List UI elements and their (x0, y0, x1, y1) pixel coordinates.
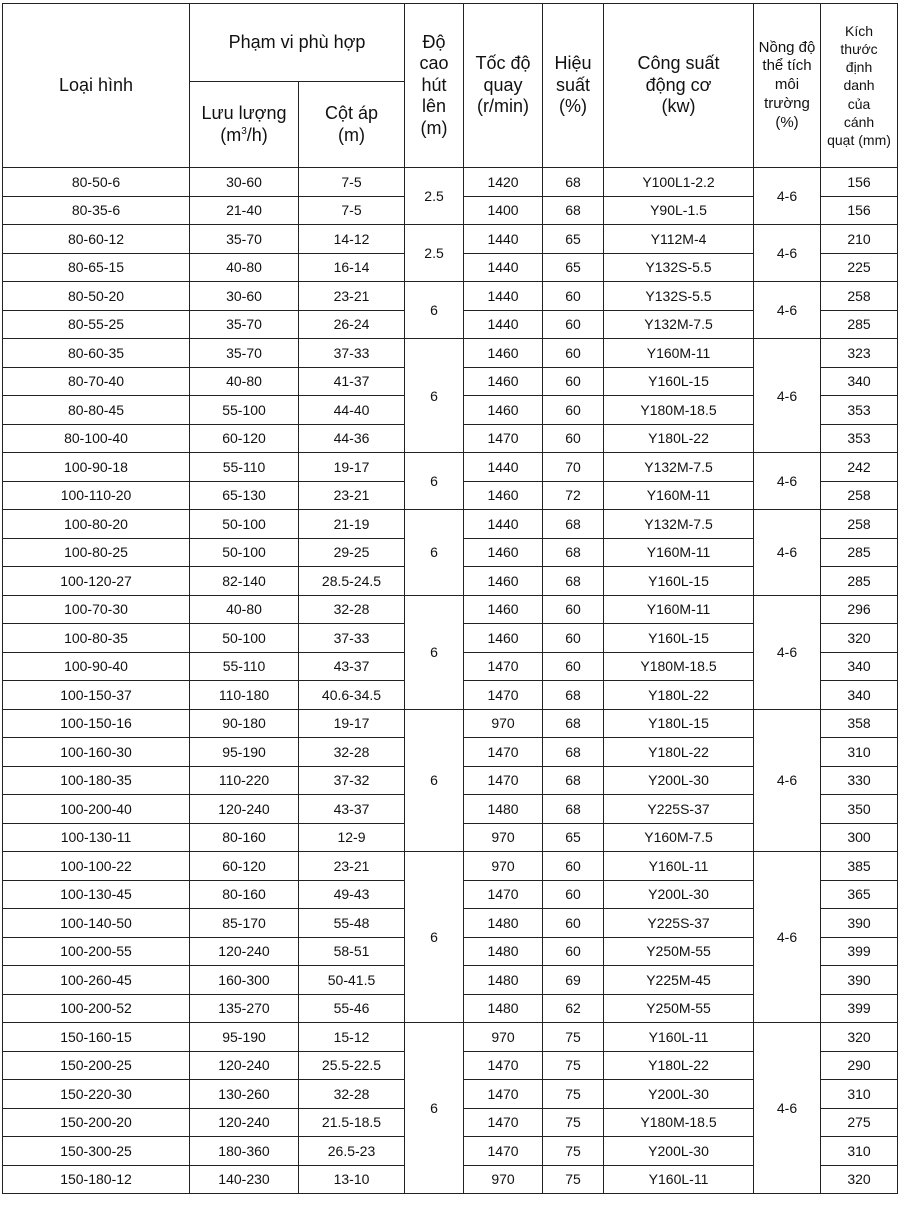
cell-impeller: 225 (821, 253, 898, 282)
cell-speed: 1460 (464, 396, 543, 425)
cell-concentration: 4-6 (754, 168, 821, 225)
cell-efficiency: 75 (543, 1165, 604, 1194)
cell-head: 37-32 (299, 766, 405, 795)
cell-head: 43-37 (299, 795, 405, 824)
table-body (3, 168, 898, 1194)
cell-head: 44-40 (299, 396, 405, 425)
cell-efficiency: 75 (543, 1108, 604, 1137)
cell-head: 7-5 (299, 196, 405, 225)
cell-flow: 50-100 (190, 624, 299, 653)
cell-efficiency: 65 (543, 253, 604, 282)
cell-suction: 6 (405, 595, 464, 709)
cell-efficiency: 60 (543, 852, 604, 881)
cell-head: 55-48 (299, 909, 405, 938)
cell-motor: Y132S-5.5 (604, 282, 754, 311)
cell-efficiency: 62 (543, 994, 604, 1023)
cell-efficiency: 65 (543, 225, 604, 254)
cell-flow: 50-100 (190, 510, 299, 539)
cell-impeller: 399 (821, 994, 898, 1023)
cell-suction: 6 (405, 339, 464, 453)
cell-speed: 1440 (464, 310, 543, 339)
cell-model: 150-160-15 (3, 1023, 190, 1052)
cell-impeller: 296 (821, 595, 898, 624)
cell-head: 19-17 (299, 709, 405, 738)
cell-efficiency: 68 (543, 795, 604, 824)
cell-efficiency: 72 (543, 481, 604, 510)
cell-speed: 1470 (464, 1137, 543, 1166)
cell-speed: 1470 (464, 1080, 543, 1109)
cell-motor: Y160M-11 (604, 339, 754, 368)
table-row (3, 339, 898, 368)
cell-efficiency: 75 (543, 1137, 604, 1166)
cell-flow: 82-140 (190, 567, 299, 596)
cell-flow: 35-70 (190, 310, 299, 339)
cell-impeller: 285 (821, 567, 898, 596)
cell-model: 100-130-11 (3, 823, 190, 852)
cell-concentration: 4-6 (754, 595, 821, 709)
table-row (3, 168, 898, 197)
cell-flow: 35-70 (190, 225, 299, 254)
cell-efficiency: 75 (543, 1080, 604, 1109)
cell-model: 150-180-12 (3, 1165, 190, 1194)
cell-head: 40.6-34.5 (299, 681, 405, 710)
cell-speed: 1470 (464, 424, 543, 453)
cell-flow: 55-110 (190, 652, 299, 681)
cell-suction: 6 (405, 453, 464, 510)
cell-head: 23-21 (299, 282, 405, 311)
cell-flow: 95-190 (190, 1023, 299, 1052)
cell-efficiency: 68 (543, 567, 604, 596)
cell-head: 23-21 (299, 481, 405, 510)
cell-impeller: 365 (821, 880, 898, 909)
cell-flow: 40-80 (190, 595, 299, 624)
cell-efficiency: 68 (543, 510, 604, 539)
cell-speed: 1460 (464, 367, 543, 396)
cell-head: 7-5 (299, 168, 405, 197)
cell-speed: 1400 (464, 196, 543, 225)
cell-efficiency: 60 (543, 909, 604, 938)
cell-impeller: 390 (821, 966, 898, 995)
cell-speed: 970 (464, 1023, 543, 1052)
cell-concentration: 4-6 (754, 339, 821, 453)
header-luu-luong: Lưu lượng $(m^3/h)$ (190, 82, 299, 168)
cell-speed: 1470 (464, 738, 543, 767)
cell-head: 43-37 (299, 652, 405, 681)
cell-efficiency: 68 (543, 738, 604, 767)
cell-impeller: 399 (821, 937, 898, 966)
cell-impeller: 275 (821, 1108, 898, 1137)
cell-motor: Y132S-5.5 (604, 253, 754, 282)
header-hieu-suat: Hiệu suất (%) (543, 4, 604, 168)
cell-flow: 40-80 (190, 367, 299, 396)
cell-impeller: 258 (821, 282, 898, 311)
cell-motor: Y160L-15 (604, 567, 754, 596)
cell-model: 100-200-52 (3, 994, 190, 1023)
cell-model: 100-200-40 (3, 795, 190, 824)
cell-impeller: 323 (821, 339, 898, 368)
cell-speed: 1440 (464, 510, 543, 539)
cell-impeller: 340 (821, 681, 898, 710)
cell-efficiency: 68 (543, 681, 604, 710)
header-toc-do: Tốc độ quay (r/min) (464, 4, 543, 168)
cell-speed: 1470 (464, 766, 543, 795)
cell-model: 100-140-50 (3, 909, 190, 938)
cell-model: 100-90-18 (3, 453, 190, 482)
cell-model: 100-90-40 (3, 652, 190, 681)
cell-motor: Y160L-15 (604, 367, 754, 396)
cell-speed: 1460 (464, 339, 543, 368)
cell-motor: Y160L-11 (604, 1023, 754, 1052)
cell-flow: 95-190 (190, 738, 299, 767)
cell-flow: 55-100 (190, 396, 299, 425)
cell-motor: Y100L1-2.2 (604, 168, 754, 197)
cell-efficiency: 68 (543, 196, 604, 225)
cell-impeller: 210 (821, 225, 898, 254)
cell-motor: Y160L-11 (604, 852, 754, 881)
cell-head: 50-41.5 (299, 966, 405, 995)
cell-suction: 2.5 (405, 225, 464, 282)
cell-head: 44-36 (299, 424, 405, 453)
cell-motor: Y180M-18.5 (604, 652, 754, 681)
cell-speed: 1460 (464, 595, 543, 624)
cell-impeller: 285 (821, 538, 898, 567)
cell-model: 100-80-35 (3, 624, 190, 653)
cell-motor: Y200L-30 (604, 1137, 754, 1166)
cell-motor: Y180L-22 (604, 681, 754, 710)
cell-efficiency: 75 (543, 1051, 604, 1080)
cell-flow: 130-260 (190, 1080, 299, 1109)
cell-model: 100-80-25 (3, 538, 190, 567)
cell-efficiency: 68 (543, 168, 604, 197)
cell-efficiency: 60 (543, 424, 604, 453)
cell-suction: 6 (405, 709, 464, 852)
cell-model: 150-300-25 (3, 1137, 190, 1166)
cell-motor: Y132M-7.5 (604, 453, 754, 482)
cell-motor: Y160M-7.5 (604, 823, 754, 852)
cell-efficiency: 60 (543, 652, 604, 681)
cell-speed: 1420 (464, 168, 543, 197)
cell-model: 100-260-45 (3, 966, 190, 995)
cell-impeller: 310 (821, 1080, 898, 1109)
cell-efficiency: 60 (543, 396, 604, 425)
cell-model: 100-130-45 (3, 880, 190, 909)
cell-head: 37-33 (299, 339, 405, 368)
cell-speed: 1480 (464, 994, 543, 1023)
cell-impeller: 320 (821, 1165, 898, 1194)
cell-model: 80-35-6 (3, 196, 190, 225)
cell-model: 80-55-25 (3, 310, 190, 339)
cell-motor: Y200L-30 (604, 766, 754, 795)
cell-head: 21.5-18.5 (299, 1108, 405, 1137)
cell-head: 19-17 (299, 453, 405, 482)
cell-model: 100-200-55 (3, 937, 190, 966)
cell-impeller: 310 (821, 1137, 898, 1166)
cell-model: 100-70-30 (3, 595, 190, 624)
cell-model: 100-80-20 (3, 510, 190, 539)
cell-flow: 60-120 (190, 424, 299, 453)
cell-model: 80-80-45 (3, 396, 190, 425)
cell-speed: 1460 (464, 624, 543, 653)
header-cot-ap: Cột áp (m) (299, 82, 405, 168)
cell-impeller: 350 (821, 795, 898, 824)
cell-concentration: 4-6 (754, 453, 821, 510)
cell-flow: 60-120 (190, 852, 299, 881)
cell-motor: Y90L-1.5 (604, 196, 754, 225)
cell-model: 80-50-6 (3, 168, 190, 197)
cell-head: 58-51 (299, 937, 405, 966)
cell-flow: 65-130 (190, 481, 299, 510)
cell-speed: 970 (464, 1165, 543, 1194)
cell-flow: 120-240 (190, 1051, 299, 1080)
header-pham-vi: Phạm vi phù hợp (190, 4, 405, 82)
cell-motor: Y225S-37 (604, 795, 754, 824)
cell-motor: Y180L-22 (604, 1051, 754, 1080)
cell-speed: 970 (464, 852, 543, 881)
cell-speed: 1440 (464, 253, 543, 282)
cell-model: 100-110-20 (3, 481, 190, 510)
cell-flow: 120-240 (190, 795, 299, 824)
cell-motor: Y225M-45 (604, 966, 754, 995)
cell-model: 100-160-30 (3, 738, 190, 767)
table-row (3, 510, 898, 539)
cell-motor: Y180L-22 (604, 738, 754, 767)
cell-efficiency: 68 (543, 766, 604, 795)
cell-flow: 80-160 (190, 880, 299, 909)
cell-head: 32-28 (299, 1080, 405, 1109)
cell-impeller: 258 (821, 510, 898, 539)
cell-speed: 1460 (464, 567, 543, 596)
cell-head: 16-14 (299, 253, 405, 282)
cell-impeller: 242 (821, 453, 898, 482)
cell-speed: 1460 (464, 538, 543, 567)
table-row (3, 225, 898, 254)
pump-spec-table (2, 3, 898, 1194)
cell-head: 37-33 (299, 624, 405, 653)
header-kich-thuoc: Kích thước định danh của cánh quạt (mm) (821, 4, 898, 168)
cell-impeller: 156 (821, 196, 898, 225)
cell-impeller: 353 (821, 424, 898, 453)
cell-suction: 6 (405, 510, 464, 596)
cell-suction: 2.5 (405, 168, 464, 225)
cell-head: 21-19 (299, 510, 405, 539)
cell-efficiency: 69 (543, 966, 604, 995)
cell-model: 80-60-12 (3, 225, 190, 254)
cell-model: 80-100-40 (3, 424, 190, 453)
cell-flow: 160-300 (190, 966, 299, 995)
cell-efficiency: 60 (543, 880, 604, 909)
cell-motor: Y180L-22 (604, 424, 754, 453)
table-row (3, 852, 898, 881)
cell-flow: 180-360 (190, 1137, 299, 1166)
header-loai-hinh: Loại hình (3, 4, 190, 168)
cell-flow: 40-80 (190, 253, 299, 282)
cell-impeller: 390 (821, 909, 898, 938)
cell-impeller: 340 (821, 652, 898, 681)
cell-model: 80-60-35 (3, 339, 190, 368)
cell-head: 12-9 (299, 823, 405, 852)
cell-head: 26-24 (299, 310, 405, 339)
cell-motor: Y200L-30 (604, 1080, 754, 1109)
cell-impeller: 358 (821, 709, 898, 738)
cell-speed: 1440 (464, 453, 543, 482)
cell-speed: 1470 (464, 1051, 543, 1080)
cell-flow: 55-110 (190, 453, 299, 482)
cell-concentration: 4-6 (754, 1023, 821, 1194)
cell-flow: 120-240 (190, 1108, 299, 1137)
table-row (3, 1023, 898, 1052)
cell-speed: 1480 (464, 909, 543, 938)
cell-motor: Y132M-7.5 (604, 310, 754, 339)
cell-flow: 110-180 (190, 681, 299, 710)
cell-motor: Y180M-18.5 (604, 396, 754, 425)
cell-motor: Y160M-11 (604, 595, 754, 624)
cell-suction: 6 (405, 1023, 464, 1194)
cell-flow: 80-160 (190, 823, 299, 852)
cell-model: 100-120-27 (3, 567, 190, 596)
cell-efficiency: 75 (543, 1023, 604, 1052)
cell-model: 80-65-15 (3, 253, 190, 282)
cell-efficiency: 60 (543, 339, 604, 368)
cell-model: 80-70-40 (3, 367, 190, 396)
table-row (3, 282, 898, 311)
cell-model: 100-180-35 (3, 766, 190, 795)
header-nong-do: Nồng độ thể tích môi trường (%) (754, 4, 821, 168)
cell-speed: 970 (464, 823, 543, 852)
cell-head: 28.5-24.5 (299, 567, 405, 596)
cell-impeller: 156 (821, 168, 898, 197)
cell-speed: 1480 (464, 937, 543, 966)
cell-head: 29-25 (299, 538, 405, 567)
cell-efficiency: 60 (543, 282, 604, 311)
cell-efficiency: 68 (543, 709, 604, 738)
cell-motor: Y160M-11 (604, 481, 754, 510)
cell-speed: 1440 (464, 225, 543, 254)
cell-concentration: 4-6 (754, 510, 821, 596)
cell-efficiency: 60 (543, 367, 604, 396)
cell-impeller: 258 (821, 481, 898, 510)
cell-flow: 120-240 (190, 937, 299, 966)
table-row (3, 453, 898, 482)
cell-head: 15-12 (299, 1023, 405, 1052)
cell-flow: 110-220 (190, 766, 299, 795)
cell-impeller: 353 (821, 396, 898, 425)
cell-efficiency: 70 (543, 453, 604, 482)
cell-suction: 6 (405, 282, 464, 339)
cell-efficiency: 60 (543, 937, 604, 966)
cell-impeller: 310 (821, 738, 898, 767)
cell-motor: Y250M-55 (604, 994, 754, 1023)
cell-impeller: 385 (821, 852, 898, 881)
cell-speed: 1480 (464, 795, 543, 824)
cell-speed: 970 (464, 709, 543, 738)
cell-motor: Y180M-18.5 (604, 1108, 754, 1137)
cell-speed: 1440 (464, 282, 543, 311)
cell-motor: Y160L-11 (604, 1165, 754, 1194)
cell-model: 100-100-22 (3, 852, 190, 881)
cell-flow: 35-70 (190, 339, 299, 368)
cell-head: 14-12 (299, 225, 405, 254)
cell-head: 25.5-22.5 (299, 1051, 405, 1080)
cell-model: 150-200-25 (3, 1051, 190, 1080)
cell-concentration: 4-6 (754, 852, 821, 1023)
cell-flow: 50-100 (190, 538, 299, 567)
cell-efficiency: 68 (543, 538, 604, 567)
cell-speed: 1470 (464, 1108, 543, 1137)
cell-flow: 140-230 (190, 1165, 299, 1194)
cell-motor: Y225S-37 (604, 909, 754, 938)
cell-head: 49-43 (299, 880, 405, 909)
cell-motor: Y250M-55 (604, 937, 754, 966)
cell-speed: 1470 (464, 880, 543, 909)
table-row (3, 595, 898, 624)
cell-concentration: 4-6 (754, 709, 821, 852)
cell-head: 13-10 (299, 1165, 405, 1194)
cell-motor: Y112M-4 (604, 225, 754, 254)
cell-flow: 21-40 (190, 196, 299, 225)
cell-motor: Y132M-7.5 (604, 510, 754, 539)
cell-motor: Y160M-11 (604, 538, 754, 567)
cell-flow: 90-180 (190, 709, 299, 738)
cell-flow: 135-270 (190, 994, 299, 1023)
cell-concentration: 4-6 (754, 282, 821, 339)
cell-motor: Y180L-15 (604, 709, 754, 738)
cell-head: 26.5-23 (299, 1137, 405, 1166)
cell-efficiency: 60 (543, 310, 604, 339)
cell-flow: 85-170 (190, 909, 299, 938)
cell-flow: 30-60 (190, 282, 299, 311)
table-row (3, 709, 898, 738)
cell-model: 150-220-30 (3, 1080, 190, 1109)
cell-model: 100-150-37 (3, 681, 190, 710)
header-do-cao: Độ cao hút lên (m) (405, 4, 464, 168)
cell-impeller: 320 (821, 1023, 898, 1052)
cell-model: 80-50-20 (3, 282, 190, 311)
cell-motor: Y160L-15 (604, 624, 754, 653)
cell-concentration: 4-6 (754, 225, 821, 282)
cell-speed: 1460 (464, 481, 543, 510)
cell-impeller: 290 (821, 1051, 898, 1080)
cell-head: 32-28 (299, 595, 405, 624)
cell-suction: 6 (405, 852, 464, 1023)
cell-impeller: 330 (821, 766, 898, 795)
cell-head: 32-28 (299, 738, 405, 767)
cell-head: 55-46 (299, 994, 405, 1023)
table-header (3, 4, 898, 168)
cell-speed: 1470 (464, 681, 543, 710)
cell-motor: Y200L-30 (604, 880, 754, 909)
cell-model: 150-200-20 (3, 1108, 190, 1137)
cell-efficiency: 60 (543, 595, 604, 624)
cell-model: 100-150-16 (3, 709, 190, 738)
header-cong-suat: Công suất động cơ (kw) (604, 4, 754, 168)
cell-efficiency: 65 (543, 823, 604, 852)
cell-flow: 30-60 (190, 168, 299, 197)
cell-impeller: 300 (821, 823, 898, 852)
cell-efficiency: 60 (543, 624, 604, 653)
cell-speed: 1480 (464, 966, 543, 995)
cell-impeller: 285 (821, 310, 898, 339)
cell-impeller: 340 (821, 367, 898, 396)
cell-speed: 1470 (464, 652, 543, 681)
cell-head: 23-21 (299, 852, 405, 881)
cell-impeller: 320 (821, 624, 898, 653)
cell-head: 41-37 (299, 367, 405, 396)
